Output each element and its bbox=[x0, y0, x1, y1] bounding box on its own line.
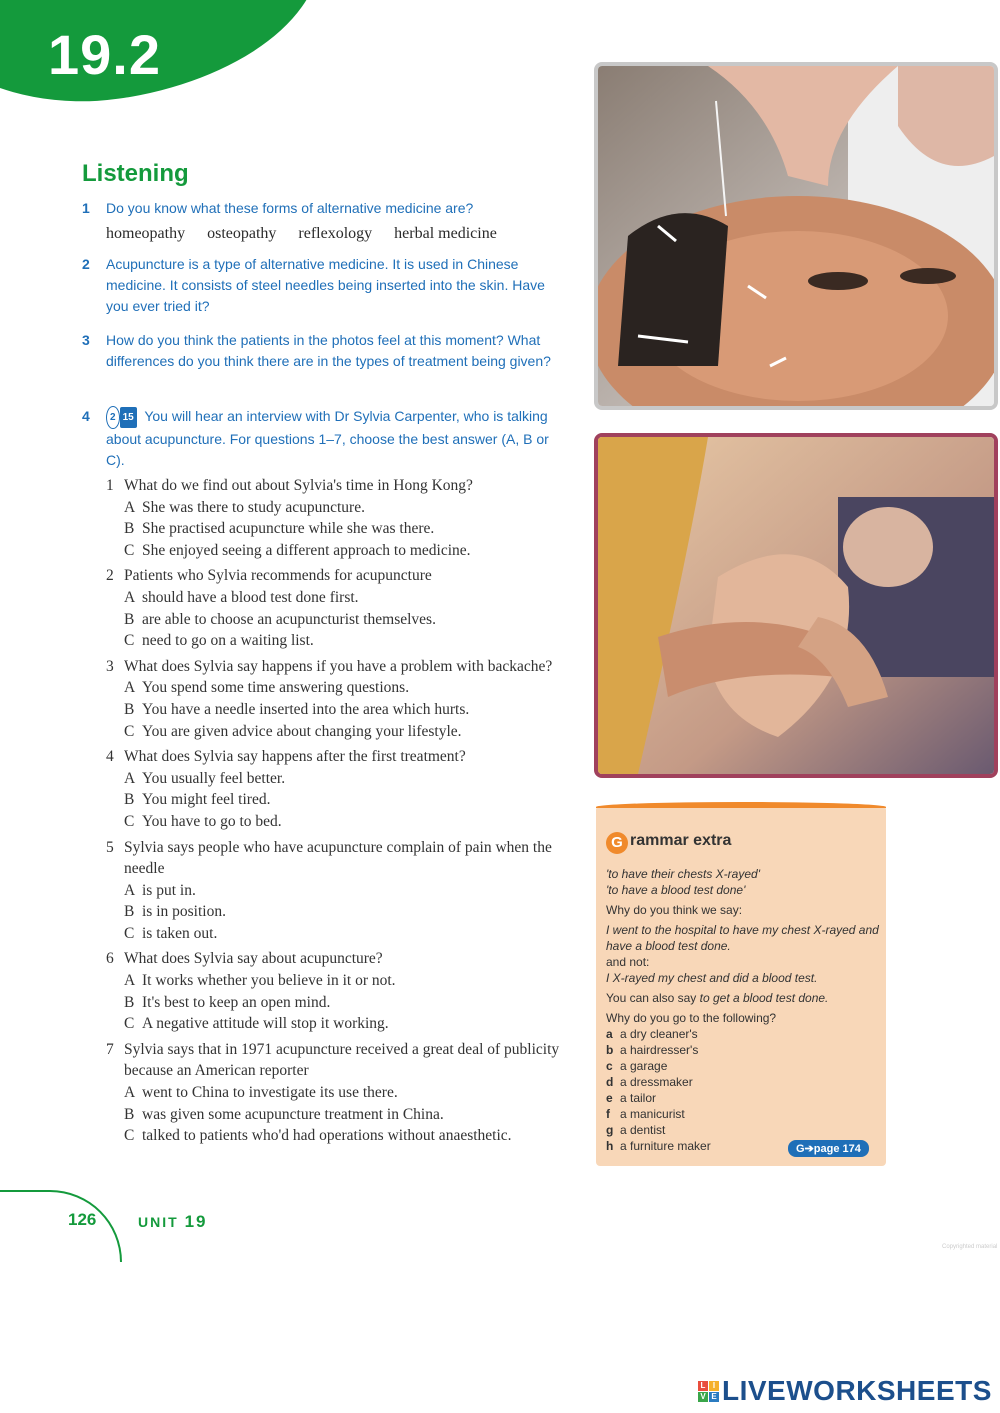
option-letter: C bbox=[124, 722, 135, 740]
grammar-extra-box bbox=[596, 806, 886, 1166]
grammar-g-icon: G bbox=[606, 832, 628, 854]
question-item bbox=[106, 656, 566, 742]
option-text: talked to patients who'd had operations without anaesthetic. bbox=[142, 1127, 512, 1145]
answer-option[interactable] bbox=[124, 518, 566, 540]
option-text: She enjoyed seeing a different approach to medicine. bbox=[142, 541, 471, 559]
answer-option[interactable] bbox=[124, 1013, 566, 1035]
cd-disc-badge: 2 bbox=[106, 406, 120, 429]
option-letter: A bbox=[124, 1084, 136, 1102]
medicine-forms-list bbox=[106, 225, 515, 243]
answer-option[interactable] bbox=[124, 497, 566, 519]
grammar-item-letter: h bbox=[606, 1139, 614, 1153]
grammar-list-item bbox=[606, 1042, 881, 1058]
answer-option[interactable] bbox=[124, 1082, 566, 1104]
option-letter: B bbox=[124, 1105, 135, 1123]
option-letter: C bbox=[124, 632, 135, 650]
question-text: Sylvia says that in 1971 acupuncture received a great deal of publicity because an American reporter bbox=[124, 1040, 560, 1080]
option-letter: A bbox=[124, 769, 136, 787]
answer-option[interactable] bbox=[124, 540, 566, 562]
answer-option[interactable] bbox=[124, 699, 566, 721]
question-number: 5 bbox=[106, 838, 114, 856]
option-letter: B bbox=[124, 700, 135, 718]
grammar-item-letter: c bbox=[606, 1059, 613, 1073]
option-text: You have a needle inserted into the area which hurts. bbox=[142, 700, 470, 718]
question-number: 7 bbox=[106, 1040, 114, 1058]
grammar-question: Why do you go to the following? bbox=[606, 1011, 777, 1025]
grammar-items-list bbox=[606, 1026, 881, 1154]
liveworksheets-logo[interactable] bbox=[698, 1375, 992, 1407]
option-text: went to China to investigate its use there. bbox=[142, 1084, 398, 1102]
option-letter: C bbox=[124, 541, 135, 559]
grammar-item-text: a dentist bbox=[620, 1123, 666, 1137]
option-text: You spend some time answering questions. bbox=[142, 679, 410, 697]
reflexology-foot-photo bbox=[594, 433, 998, 778]
answer-option[interactable] bbox=[124, 1104, 566, 1126]
option-letter: C bbox=[124, 1127, 135, 1145]
grammar-box-top-bar bbox=[596, 802, 886, 808]
medicine-form: herbal medicine bbox=[394, 225, 497, 242]
grammar-example: 'to have their chests X-rayed' bbox=[606, 867, 760, 881]
option-text: She was there to study acupuncture. bbox=[142, 498, 365, 516]
section-title: Listening bbox=[82, 160, 189, 187]
grammar-item-letter: d bbox=[606, 1075, 614, 1089]
option-letter: B bbox=[124, 903, 135, 921]
option-text: She practised acupuncture while she was there. bbox=[142, 520, 435, 538]
answer-option[interactable] bbox=[124, 630, 566, 652]
option-text: You usually feel better. bbox=[142, 769, 286, 787]
liveworksheets-logo-text: LIVEWORKSHEETS bbox=[722, 1375, 992, 1406]
option-text: is taken out. bbox=[142, 924, 218, 942]
option-text: should have a blood test done first. bbox=[142, 588, 359, 606]
option-letter: C bbox=[124, 812, 135, 830]
answer-option[interactable] bbox=[124, 587, 566, 609]
option-text: is put in. bbox=[142, 881, 196, 899]
question-text: Patients who Sylvia recommends for acupuncture bbox=[124, 567, 432, 585]
option-text: was given some acupuncture treatment in China. bbox=[142, 1105, 444, 1123]
answer-option[interactable] bbox=[124, 677, 566, 699]
grammar-list-item bbox=[606, 1026, 881, 1042]
footer-unit-label: UNIT 19 bbox=[138, 1212, 208, 1231]
question-number: 1 bbox=[106, 477, 114, 494]
question-text: What do we find out about Sylvia's time in Hong Kong? bbox=[124, 477, 473, 494]
instruction-3: 3 How do you think the patients in the photos feel at this moment? What differences do you think there are in the types of treatment being given? bbox=[82, 332, 551, 369]
grammar-list-item bbox=[606, 1122, 881, 1138]
grammar-item-text: a hairdresser's bbox=[620, 1043, 699, 1057]
option-letter: A bbox=[124, 679, 136, 697]
medicine-form: osteopathy bbox=[207, 225, 277, 242]
option-text: You might feel tired. bbox=[142, 791, 271, 809]
question-text: What does Sylvia say happens if you have a problem with backache? bbox=[124, 657, 553, 675]
grammar-extra-body bbox=[606, 866, 881, 1154]
option-letter: A bbox=[124, 972, 136, 990]
questions-list bbox=[106, 475, 566, 1151]
option-text: You have to go to bed. bbox=[142, 812, 282, 830]
grammar-item-text: a furniture maker bbox=[620, 1139, 711, 1153]
option-letter: A bbox=[124, 498, 136, 516]
unit-number: 19.2 bbox=[48, 23, 161, 86]
option-letter: B bbox=[124, 520, 135, 538]
medicine-form: reflexology bbox=[298, 225, 373, 242]
question-item bbox=[106, 837, 566, 945]
option-text: It's best to keep an open mind. bbox=[142, 993, 331, 1011]
grammar-item-letter: g bbox=[606, 1123, 614, 1137]
option-letter: C bbox=[124, 924, 135, 942]
grammar-sentence: I went to the hospital to have my chest X-rayed and have a blood test done. bbox=[606, 923, 879, 953]
question-number: 4 bbox=[106, 748, 114, 766]
grammar-page-reference-link[interactable]: G➔page 174 bbox=[788, 1140, 869, 1157]
grammar-and-not: and not: bbox=[606, 955, 650, 969]
option-letter: A bbox=[124, 588, 136, 606]
question-text: What does Sylvia say happens after the first treatment? bbox=[124, 748, 466, 766]
answer-option[interactable] bbox=[124, 811, 566, 833]
question-item bbox=[106, 475, 566, 561]
page-number: 126 bbox=[68, 1210, 97, 1229]
grammar-list-item bbox=[606, 1090, 881, 1106]
grammar-list-item bbox=[606, 1106, 881, 1122]
option-letter: A bbox=[124, 881, 136, 899]
answer-option[interactable] bbox=[124, 992, 566, 1014]
question-number: 3 bbox=[106, 657, 114, 675]
copyright-notice: Copyrighted material bbox=[942, 1244, 998, 1250]
option-text: is in position. bbox=[142, 903, 226, 921]
grammar-extra-title: rammar extra bbox=[630, 832, 732, 849]
answer-option[interactable] bbox=[124, 721, 566, 743]
answer-option[interactable] bbox=[124, 609, 566, 631]
grammar-item-text: a dressmaker bbox=[620, 1075, 693, 1089]
grammar-sentence: I X-rayed my chest and did a blood test. bbox=[606, 971, 818, 985]
answer-option[interactable] bbox=[124, 901, 566, 923]
footer-arc-decoration bbox=[0, 1190, 122, 1262]
grammar-item-text: a tailor bbox=[620, 1091, 657, 1105]
medicine-form: homeopathy bbox=[106, 225, 186, 242]
acupuncture-face-photo bbox=[594, 62, 998, 410]
grammar-item-text: a garage bbox=[620, 1059, 668, 1073]
answer-option[interactable] bbox=[124, 1125, 566, 1147]
question-number: 6 bbox=[106, 950, 114, 968]
liveworksheets-logo-icon: L I V E bbox=[698, 1381, 719, 1402]
question-item bbox=[106, 948, 566, 1034]
grammar-also: You can also say to get a blood test done. bbox=[606, 991, 829, 1005]
grammar-item-letter: f bbox=[606, 1107, 610, 1121]
answer-option[interactable] bbox=[124, 923, 566, 945]
grammar-question: Why do you think we say: bbox=[606, 903, 743, 917]
audio-track-badge[interactable]: 15 bbox=[120, 407, 137, 428]
grammar-list-item bbox=[606, 1058, 881, 1074]
instruction-4: 4 2 15 You will hear an interview with Dr Sylvia Carpenter, who is talking about acupuncture. For questions 1–7, choose the best answer (A, B or C). bbox=[82, 408, 549, 468]
grammar-item-text: a dry cleaner's bbox=[620, 1027, 698, 1041]
option-text: need to go on a waiting list. bbox=[142, 632, 314, 650]
option-text: A negative attitude will stop it working. bbox=[142, 1015, 389, 1033]
question-number: 2 bbox=[106, 567, 114, 585]
option-letter: B bbox=[124, 993, 135, 1011]
question-text: Sylvia says people who have acupuncture complain of pain when the needle bbox=[124, 838, 552, 878]
instruction-2: 2 Acupuncture is a type of alternative medicine. It is used in Chinese medicine. It consists of steel needles being inserted into the skin. Have you ever tried it? bbox=[82, 256, 545, 314]
grammar-item-letter: a bbox=[606, 1027, 613, 1041]
grammar-item-letter: e bbox=[606, 1091, 613, 1105]
instruction-1: 1 Do you know what these forms of alternative medicine are? bbox=[82, 200, 474, 216]
grammar-item-text: a manicurist bbox=[620, 1107, 685, 1121]
answer-option[interactable] bbox=[124, 789, 566, 811]
grammar-list-item bbox=[606, 1074, 881, 1090]
grammar-item-letter: b bbox=[606, 1043, 614, 1057]
option-text: are able to choose an acupuncturist themselves. bbox=[142, 610, 436, 628]
option-letter: C bbox=[124, 1015, 135, 1033]
question-item bbox=[106, 1039, 566, 1147]
option-letter: B bbox=[124, 791, 135, 809]
answer-option[interactable] bbox=[124, 970, 566, 992]
question-item bbox=[106, 565, 566, 651]
grammar-example: 'to have a blood test done' bbox=[606, 883, 746, 897]
option-text: It works whether you believe in it or not. bbox=[142, 972, 396, 990]
option-letter: B bbox=[124, 610, 135, 628]
question-item bbox=[106, 746, 566, 832]
answer-option[interactable] bbox=[124, 880, 566, 902]
option-text: You are given advice about changing your lifestyle. bbox=[142, 722, 462, 740]
answer-option[interactable] bbox=[124, 768, 566, 790]
question-text: What does Sylvia say about acupuncture? bbox=[124, 950, 383, 968]
